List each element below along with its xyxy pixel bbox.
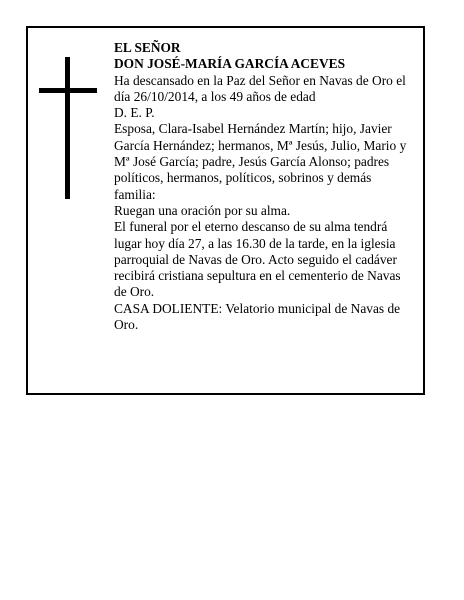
obituary-notice	[26, 26, 425, 395]
prayer-request: Ruegan una oración por su alma.	[114, 202, 291, 218]
family-list: Esposa, Clara-Isabel Hernández Martín; hijo, Javier García Hernández; hermanos, Mª Jesús, Julio, Mario y Mª José García; padre, Jesús García Alonso; padres políticos, hermanos, políticos, sobrinos y demás familia:	[114, 121, 407, 202]
deceased-name: DON JOSÉ-MARÍA GARCÍA ACEVES	[114, 56, 346, 72]
funeral-details: El funeral por el eterno descanso de su alma tendrá lugar hoy día 27, a las 16.30 de la tarde, en la iglesia parroquial de Navas de Oro. Acto seguido el cadáver recibirá cristiana sepultura en el cementerio de Navas de Oro.	[114, 219, 401, 300]
mourning-house: CASA DOLIENTE: Velatorio municipal de Navas de Oro.	[114, 300, 401, 333]
rest-statement: Ha descansado en la Paz del Señor en Navas de Oro el día 26/10/2014, a los 49 años de edad	[114, 72, 406, 104]
cross-vertical-bar	[65, 57, 70, 199]
heading-title: EL SEÑOR	[114, 40, 181, 55]
cross-horizontal-bar	[39, 88, 97, 93]
rip-line: D. E. P.	[114, 105, 155, 121]
cross-icon	[39, 57, 97, 199]
obituary-text	[114, 40, 416, 333]
